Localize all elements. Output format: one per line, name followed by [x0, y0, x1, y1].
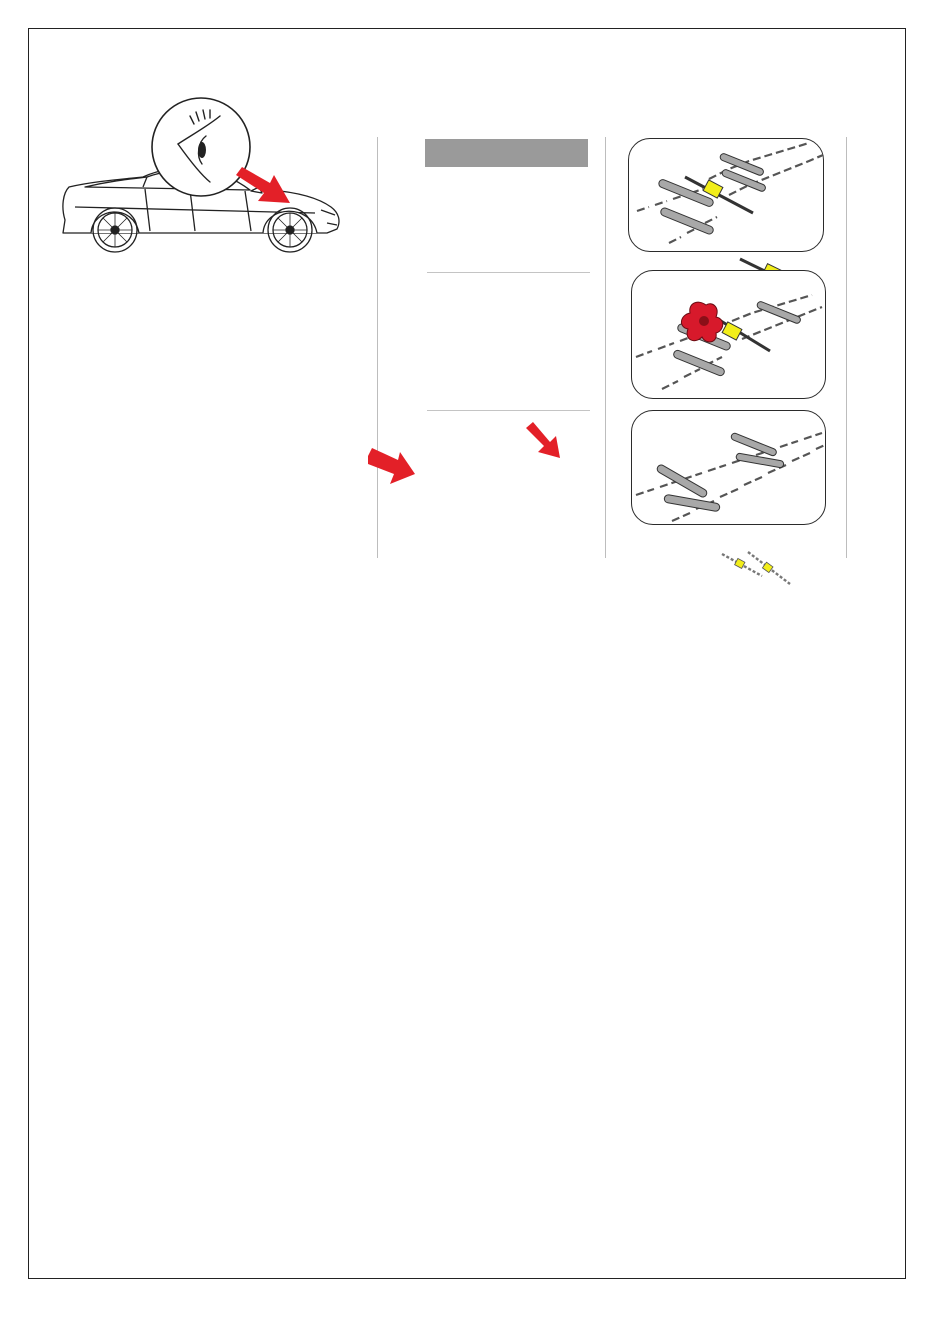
red-arrow-icon — [368, 448, 416, 486]
spare-connectors-illustration — [718, 546, 794, 588]
red-tensioner-knob-icon — [681, 302, 722, 342]
snow-chain-illustration — [631, 410, 826, 525]
column-divider — [605, 137, 606, 558]
snow-chain-illustration — [631, 270, 826, 399]
column-divider — [846, 137, 847, 558]
column-divider — [377, 137, 378, 558]
section-header-bar — [425, 139, 588, 167]
red-arrow-icon — [526, 420, 562, 460]
snow-chain-illustration — [628, 138, 824, 252]
section-separator — [427, 272, 590, 273]
red-arrow-icon — [234, 165, 292, 207]
section-separator — [427, 410, 590, 411]
